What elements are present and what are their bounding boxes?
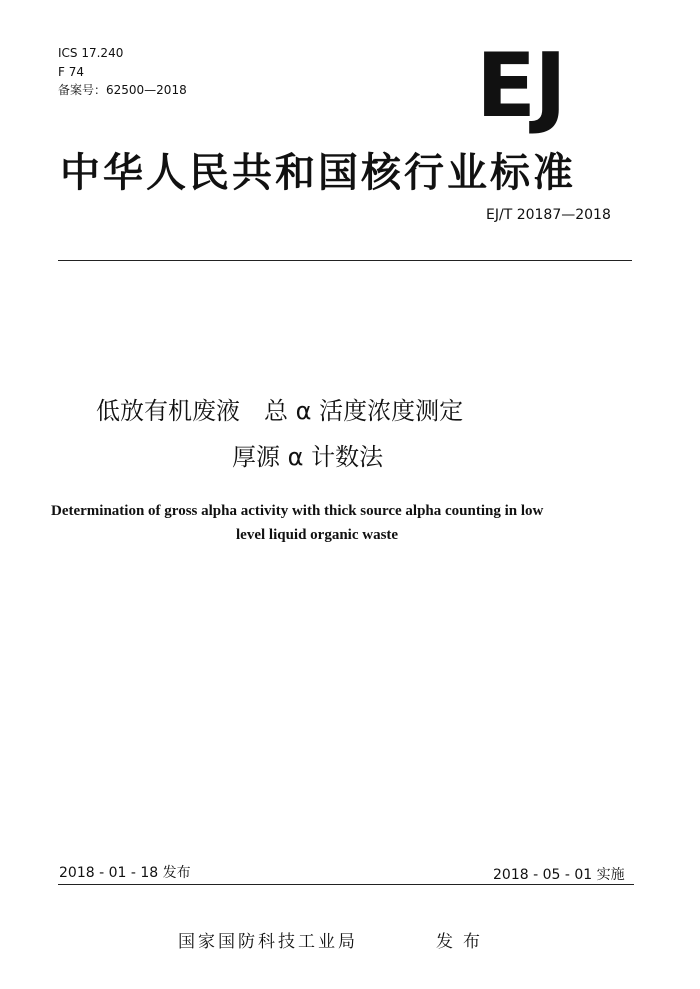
ej-logo: EJ [476, 34, 565, 137]
ccs-code: F 74 [58, 65, 84, 79]
chinese-title-line-1: 低放有机废液 总 α 活度浓度测定 [96, 397, 464, 425]
top-divider [58, 260, 632, 261]
ics-code: ICS 17.240 [58, 46, 124, 60]
filing-number: 备案号：62500—2018 [58, 83, 187, 97]
bottom-divider [58, 884, 634, 885]
chinese-title-line-2: 厚源 α 计数法 [232, 443, 384, 471]
standard-title: 中华人民共和国核行业标准 [60, 150, 576, 196]
publish-label: 发布 [436, 932, 490, 952]
standard-number: EJ/T 20187—2018 [486, 207, 611, 223]
english-title-line-2: level liquid organic waste [236, 527, 399, 543]
issue-date: 2018 - 01 - 18 发布 [59, 865, 191, 881]
english-title-line-1: Determination of gross alpha activity with thick source alpha counting in low [51, 503, 544, 519]
implementation-date: 2018 - 05 - 01 实施 [493, 867, 625, 883]
publisher-name: 国家国防科技工业局 [178, 932, 358, 952]
